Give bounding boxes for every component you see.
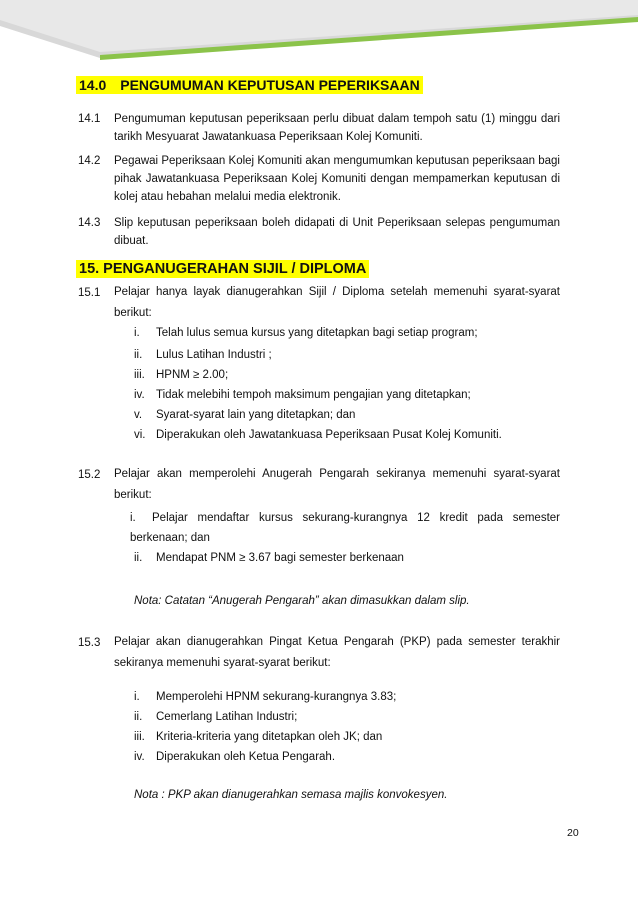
- list-item: iv. Diperakukan oleh Ketua Pengarah.: [134, 751, 336, 763]
- section-14-number: 14.0: [79, 77, 107, 93]
- item-14-3-text: Slip keputusan peperiksaan boleh didapati di Unit Peperiksaan selepas pengumuman dibuat.: [114, 217, 560, 247]
- item-14-1-text: Pengumuman keputusan peperiksaan perlu dibuat dalam tempoh satu (1) minggu dari tarikh Mesyuarat Jawatankuasa Peperiksaan Kolej Komuniti.: [114, 113, 560, 143]
- list-item: ii. Mendapat PNM ≥ 3.67 bagi semester berkenaan: [134, 552, 404, 564]
- item-15-2-text: Pelajar akan memperolehi Anugerah Pengarah sekiranya memenuhi syarat-syarat berikut:: [114, 468, 560, 501]
- page-number: 20: [567, 827, 579, 839]
- list-item: iii. Kriteria-kriteria yang ditetapkan oleh JK; dan: [134, 731, 383, 743]
- nota-pkp: Nota : PKP akan dianugerahkan semasa majlis konvokesyen.: [134, 789, 448, 801]
- section-14-title: PENGUMUMAN KEPUTUSAN PEPERIKSAAN: [120, 77, 420, 93]
- item-15-1-number: 15.1: [78, 287, 101, 299]
- list-item: v. Syarat-syarat lain yang ditetapkan; dan: [134, 409, 356, 421]
- item-15-3-number: 15.3: [78, 637, 101, 649]
- item-14-3-number: 14.3: [78, 217, 101, 229]
- item-15-2-number: 15.2: [78, 469, 101, 481]
- list-item: i. Telah lulus semua kursus yang ditetapkan bagi setiap program;: [134, 327, 478, 339]
- item-15-3-text: Pelajar akan dianugerahkan Pingat Ketua Pengarah (PKP) pada semester terakhir sekiranya memenuhi syarat-syarat berikut:: [114, 636, 560, 669]
- list-item: i. Pelajar mendaftar kursus sekurang-kurangnya 12 kredit pada semester berkenaan; dan: [130, 512, 560, 544]
- item-14-2-text: Pegawai Peperiksaan Kolej Komuniti akan mengumumkan keputusan peperiksaan bagi pihak Jawatankuasa Peperiksaan Kolej Komuniti dengan mempamerkan keputusan di kolej atau hebahan melalui media elektronik.: [114, 155, 560, 203]
- section-14-heading: [76, 76, 423, 94]
- list-item: iv. Tidak melebihi tempoh maksimum pengajian yang ditetapkan;: [134, 389, 471, 401]
- list-item: vi. Diperakukan oleh Jawatankuasa Peperiksaan Pusat Kolej Komuniti.: [134, 429, 502, 441]
- item-14-1-number: 14.1: [78, 113, 101, 125]
- list-item: iii. HPNM ≥ 2.00;: [134, 369, 229, 381]
- list-item: ii. Lulus Latihan Industri ;: [134, 349, 272, 361]
- list-item: i. Memperolehi HPNM sekurang-kurangnya 3.83;: [134, 691, 397, 703]
- item-15-1-text: Pelajar hanya layak dianugerahkan Sijil / Diploma setelah memenuhi syarat-syarat berikut:: [114, 286, 560, 319]
- nota-anugerah-pengarah: Nota: Catatan “Anugerah Pengarah” akan dimasukkan dalam slip.: [134, 595, 470, 607]
- section-15-heading: 15. PENGANUGERAHAN SIJIL / DIPLOMA: [76, 260, 369, 278]
- item-14-2-number: 14.2: [78, 155, 101, 167]
- list-item: ii. Cemerlang Latihan Industri;: [134, 711, 298, 723]
